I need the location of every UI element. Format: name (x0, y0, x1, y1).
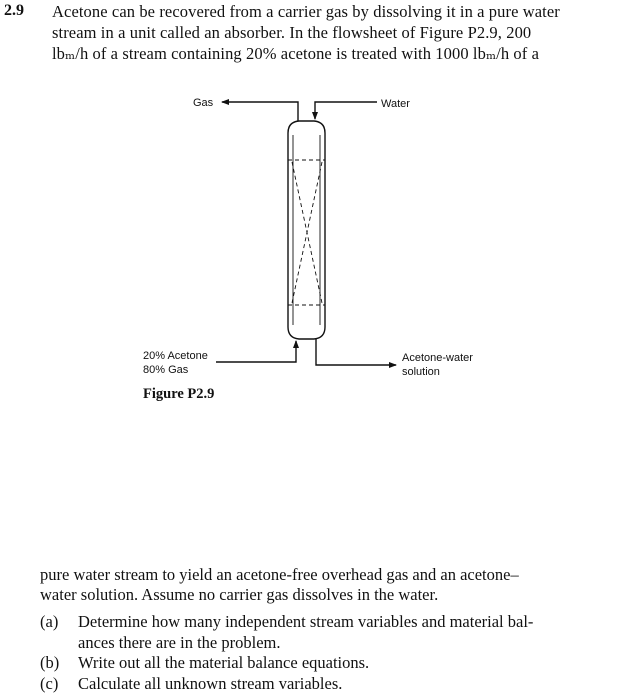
gas-label: Gas (193, 97, 214, 109)
product-label-line2: solution (402, 366, 440, 378)
figure-caption: Figure P2.9 (143, 386, 215, 402)
feed-label-line1: 20% Acetone (143, 350, 208, 362)
problem-number: 2.9 (4, 2, 24, 19)
continuation-line-1: pure water stream to yield an acetone-free overhead gas and an acetone– (40, 565, 519, 584)
continuation-line-2: water solution. Assume no carrier gas dissolves in the water. (40, 585, 439, 604)
part-a-line-2: ances there are in the problem. (78, 633, 281, 652)
part-b (40, 653, 369, 673)
part-b-tag: (b) (40, 653, 60, 672)
feed-label-line2: 80% Gas (143, 364, 189, 376)
product-label-line1: Acetone-water (402, 352, 473, 364)
part-c (40, 674, 342, 694)
product-outlet-stream (316, 339, 396, 365)
intro-line-3: lbₘ/h of a stream containing 20% acetone is treated with 1000 lbₘ/h of a (52, 44, 540, 63)
feed-inlet-stream (216, 341, 296, 362)
part-a (40, 612, 533, 632)
intro-line-2: stream in a unit called an absorber. In the flowsheet of Figure P2.9, 200 (52, 23, 532, 42)
water-inlet-stream (315, 102, 377, 119)
part-c-line-1: Calculate all unknown stream variables. (78, 674, 343, 693)
intro-line-1: Acetone can be recovered from a carrier gas by dissolving it in a pure water (52, 2, 560, 21)
part-a-tag: (a) (40, 612, 59, 631)
absorber-column (288, 121, 325, 339)
water-label: Water (381, 98, 410, 110)
gas-outlet-stream (222, 102, 298, 121)
part-b-line-1: Write out all the material balance equations. (78, 653, 370, 672)
part-c-tag: (c) (40, 674, 59, 693)
part-a-line-1: Determine how many independent stream variables and material bal- (78, 612, 534, 631)
